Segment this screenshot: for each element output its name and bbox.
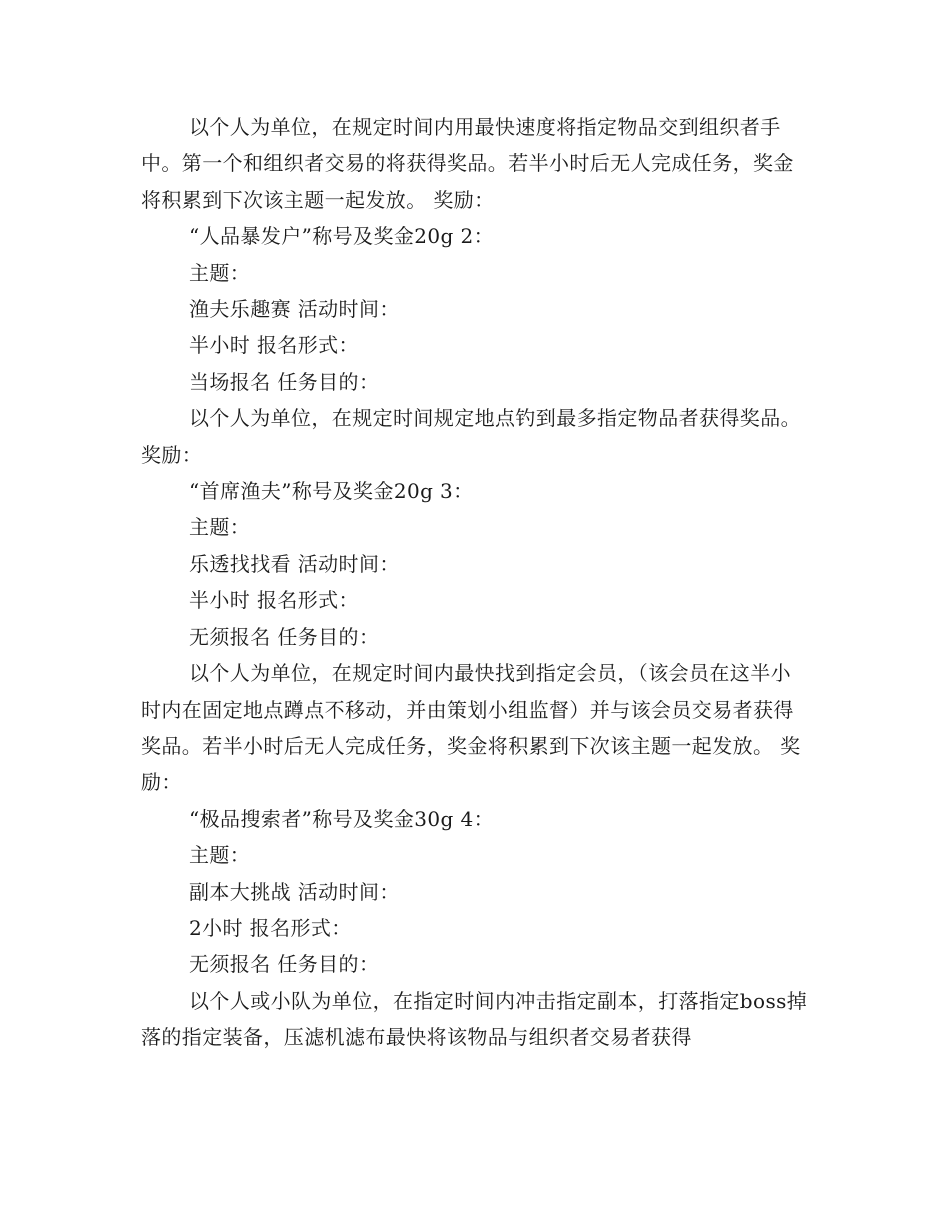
paragraph-reward-1: “人品暴发户”称号及奖金20g 2： (189, 224, 494, 249)
paragraph-signup-4-goal: 无须报名 任务目的： (189, 952, 380, 977)
paragraph-signup-3-goal: 无须报名 任务目的： (189, 624, 380, 649)
paragraph-theme-label-4: 主题： (189, 843, 251, 868)
paragraph-signup-2-goal: 当场报名 任务目的： (189, 369, 380, 394)
paragraph-theme-3-activity-time: 乐透找找看 活动时间： (189, 551, 400, 576)
paragraph-theme-4-activity-time: 副本大挑战 活动时间： (189, 879, 400, 904)
paragraph-duration-3-signup: 半小时 报名形式： (189, 588, 359, 613)
paragraph-dungeon-description: 以个人或小队为单位，在指定时间内冲击指定副本，打落指定boss掉落的指定装备，压滤机滤布最快将该物品与组织者交易者获得 (141, 988, 808, 1050)
paragraph-duration-2-signup: 半小时 报名形式： (189, 333, 359, 358)
paragraph-theme-2-activity-time: 渔夫乐趣赛 活动时间： (189, 297, 400, 322)
paragraph-task-relay-description: 以个人为单位，在规定时间内用最快速度将指定物品交到组织者手中。第一个和组织者交易的将获得奖品。若半小时后无人完成任务，奖金将积累到下次该主题一起发放。 奖励： (141, 115, 794, 212)
paragraph-fishing-description: 以个人为单位，在规定时间规定地点钓到最多指定物品者获得奖品。 奖励： (141, 406, 801, 467)
paragraph-reward-3: “极品搜索者”称号及奖金30g 4： (189, 806, 494, 831)
paragraph-theme-label-3: 主题： (189, 515, 251, 540)
paragraph-search-description: 以个人为单位，在规定时间内最快找到指定会员，（该会员在这半小时内在固定地点蹲点不移动，并由策划小组监督）并与该会员交易者获得奖品。若半小时后无人完成任务，奖金将积累到下次该主题一起发放。 奖励： (141, 661, 801, 795)
paragraph-reward-2: “首席渔夫”称号及奖金20g 3： (189, 479, 474, 504)
paragraph-duration-4-signup: 2小时 报名形式： (189, 915, 352, 940)
document-body (141, 109, 811, 1056)
paragraph-theme-label-2: 主题： (189, 260, 251, 285)
